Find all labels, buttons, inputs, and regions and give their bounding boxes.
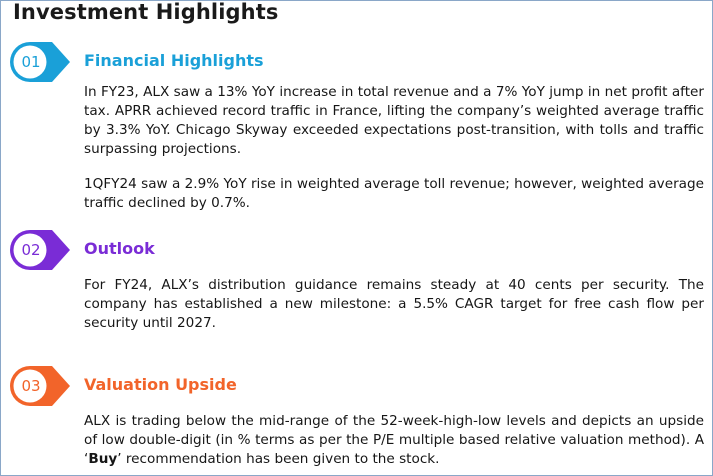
number-badge [8,40,72,84]
section-paragraph: 1QFY24 saw a 2.9% YoY rise in weighted average toll revenue; however, weighted average traffic declined by 0.7%. [84,176,704,211]
section-outlook [0,228,713,338]
section-paragraph [84,412,704,469]
paragraph-text: ’ recommendation has been given to the stock. [117,451,440,467]
badge-number: 03 [21,377,41,395]
section-heading: Outlook [84,239,155,258]
number-badge [8,228,72,272]
badge-number: 02 [21,241,41,259]
section-paragraph: In FY23, ALX saw a 13% YoY increase in total revenue and a 7% YoY jump in net profit after tax. APRR achieved record traffic in France, lifting the company’s weighted average traffic by 3.3% YoY. Chicago Skyway exceeded expectations post-transition, with tolls and traffic surpassing projections. [84,84,704,157]
buy-recommendation: Buy [88,451,118,467]
section-valuation-upside [0,364,713,474]
paragraph-text: ALX is trading below the mid-range of the 52-week-high-low levels and depicts an upside of low double-digit (in % terms as per the P/E multiple based relative valuation method). A ‘ [84,413,704,467]
badge-number: 01 [21,53,41,71]
section-paragraph: For FY24, ALX’s distribution guidance remains steady at 40 cents per security. The company has established a new milestone: a 5.5% CAGR target for free cash flow per security until 2027. [84,277,704,331]
page-title: Investment Highlights [13,0,279,24]
section-financial-highlights [0,40,713,220]
section-heading: Valuation Upside [84,375,237,394]
section-heading: Financial Highlights [84,51,264,70]
number-badge [8,364,72,408]
